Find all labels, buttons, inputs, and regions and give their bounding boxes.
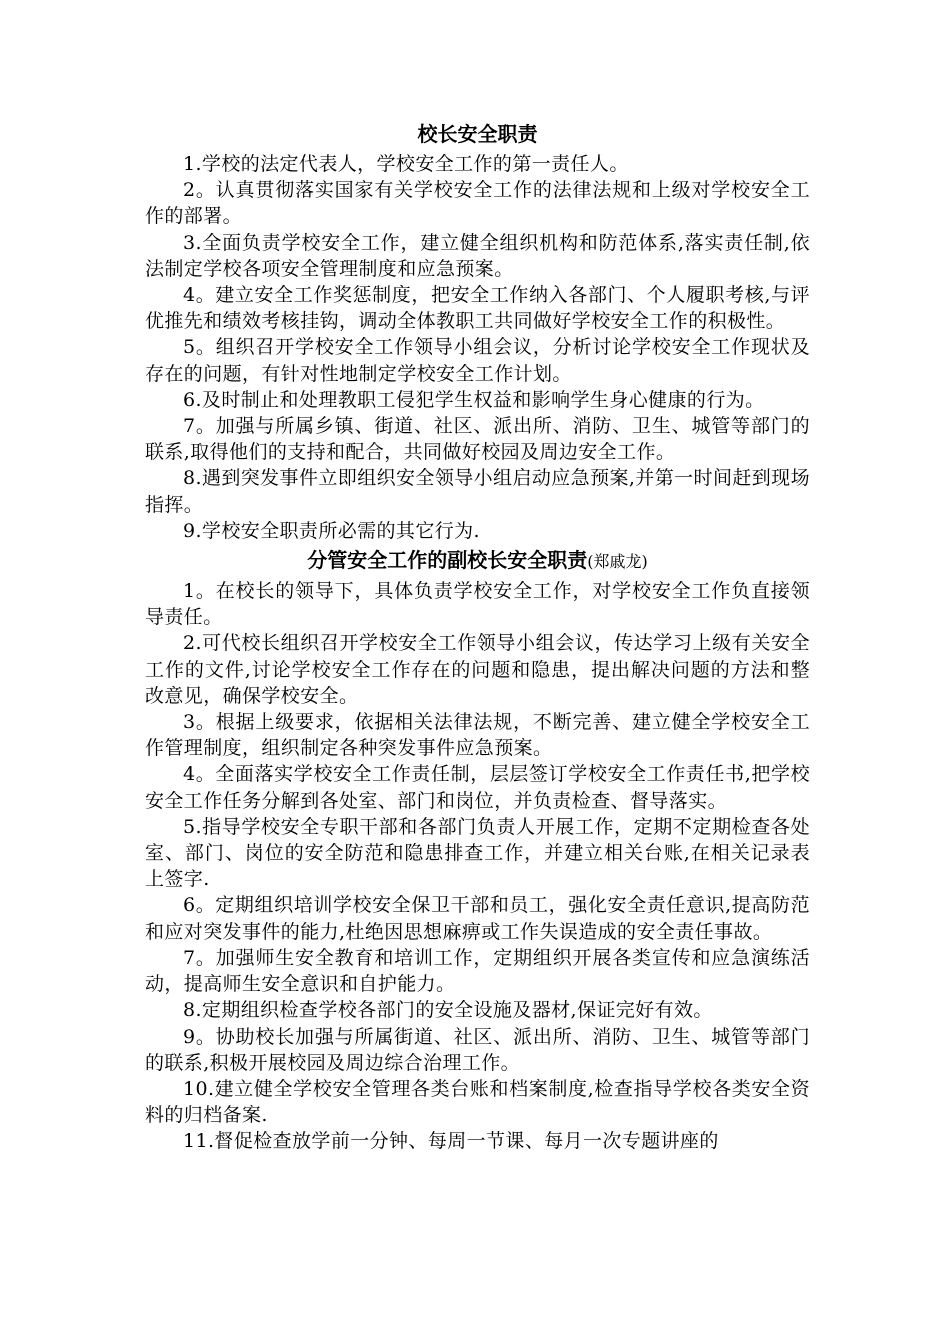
duty-item: 9.学校安全职责所必需的其它行为.	[183, 519, 480, 542]
section-title-note: (郑戚龙)	[587, 552, 648, 572]
duty-item: 3。根据上级要求，依据相关法律法规，不断完善、建立健全学校安全工作管理制度，组织制定各种突发事件应急预案。	[145, 711, 810, 760]
duty-item: 2。认真贯彻落实国家有关学校安全工作的法律法规和上级对学校安全工作的部署。	[145, 179, 810, 228]
duty-item: 1。在校长的领导下，具体负责学校安全工作，对学校安全工作负直接领导责任。	[145, 580, 810, 629]
duty-item: 4。建立安全工作奖惩制度，把安全工作纳入各部门、个人履职考核,与评优推先和绩效考核挂钩，调动全体教职工共同做好学校安全工作的积极性。	[145, 284, 810, 333]
duty-item: 5。组织召开学校安全工作领导小组会议，分析讨论学校安全工作现状及存在的问题，有针对性地制定学校安全工作计划。	[145, 336, 810, 385]
duty-item: 8.定期组织检查学校各部门的安全设施及器材,保证完好有效。	[183, 999, 713, 1022]
section-title	[145, 544, 810, 578]
section-title	[145, 118, 810, 151]
duty-item: 3.全面负责学校安全工作，建立健全组织机构和防范体系,落实责任制,依法制定学校各项安全管理制度和应急预案。	[145, 231, 810, 280]
duty-item: 8.遇到突发事件立即组织安全领导小组启动应急预案,并第一时间赶到现场指挥。	[145, 467, 810, 516]
section-title-text: 校长安全职责	[417, 122, 538, 146]
duty-item: 6.及时制止和处理教职工侵犯学生权益和影响学生身心健康的行为。	[183, 388, 765, 411]
duty-item: 7。加强师生安全教育和培训工作，定期组织开展各类宣传和应急演练活动，提高师生安全意识和自护能力。	[145, 946, 810, 996]
duty-item: 11.督促检查放学前一分钟、每周一节课、每月一次专题讲座的	[183, 1130, 719, 1153]
principal-section	[145, 118, 810, 544]
duty-item: 4。全面落实学校安全工作责任制，层层签订学校安全工作责任书,把学校安全工作任务分解到各处室、部门和岗位，并负责检查、督导落实。	[145, 763, 810, 812]
duty-item: 9。协助校长加强与所属街道、社区、派出所、消防、卫生、城管等部门的联系,积极开展校园及周边综合治理工作。	[145, 1025, 810, 1074]
duty-item: 6。定期组织培训学校安全保卫干部和员工，强化安全责任意识,提高防范和应对突发事件的能力,杜绝因思想麻痹或工作失误造成的安全责任事故。	[145, 894, 810, 943]
duty-item: 2.可代校长组织召开学校安全工作领导小组会议，传达学习上级有关安全工作的文件,讨论学校安全工作存在的问题和隐患，提出解决问题的方法和整改意见，确保学校安全。	[145, 632, 810, 707]
vice-principal-section	[145, 544, 810, 1154]
duty-item: 1.学校的法定代表人，学校安全工作的第一责任人。	[183, 153, 629, 175]
section-title-text: 分管安全工作的副校长安全职责	[307, 548, 588, 573]
duty-item: 5.指导学校安全专职干部和各部门负责人开展工作，定期不定期检查各处室、部门、岗位的安全防范和隐患排查工作，并建立相关台账,在相关记录表上签字.	[145, 815, 810, 891]
duty-item: 7。加强与所属乡镇、街道、社区、派出所、消防、卫生、城管等部门的联系,取得他们的支持和配合，共同做好校园及周边安全工作。	[145, 415, 810, 464]
duty-item: 10.建立健全学校安全管理各类台账和档案制度,检查指导学校各类安全资料的归档备案.	[145, 1077, 810, 1127]
